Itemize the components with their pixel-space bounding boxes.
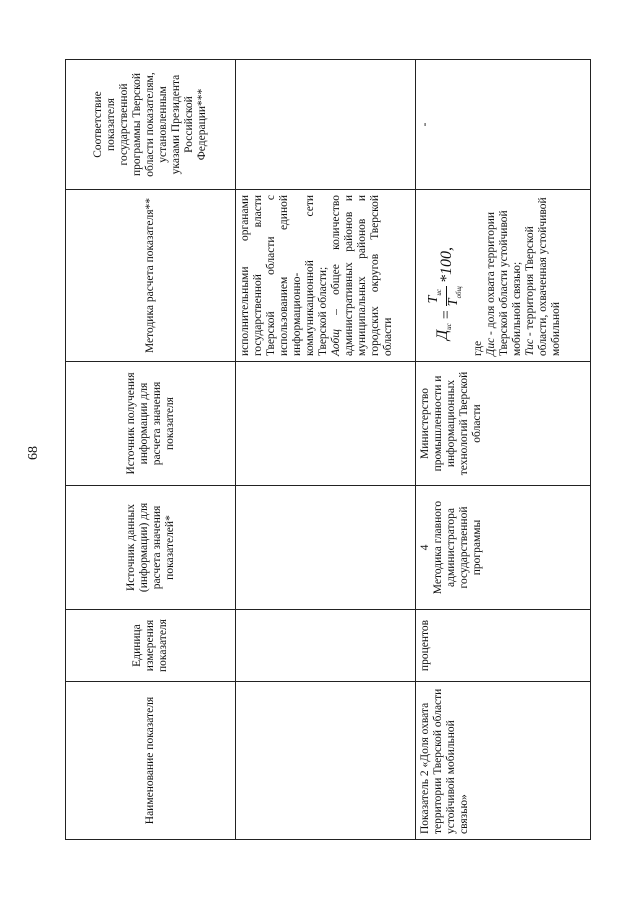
cell-indicator-name: Показатель 2 «Доля охвата территории Тверской области устойчивой мобильной связью»: [416, 682, 591, 840]
header-data-source: Источник данных (информации) для расчета значения показателей*: [66, 486, 236, 610]
header-indicator-name: Наименование показателя: [66, 682, 236, 840]
formula: [427, 195, 466, 340]
cell-unit: процентов: [416, 610, 591, 682]
header-methodology: Методика расчета показателя**: [66, 190, 236, 362]
header-unit: Единица измерения показателя: [66, 610, 236, 682]
cell-empty-info-source: [236, 362, 416, 486]
formula-equals: =: [437, 309, 455, 321]
methodology-var-aobsh: Аобщ: [330, 329, 342, 356]
cell-methodology: [416, 190, 591, 362]
cell-empty-data-source: [236, 486, 416, 610]
formula-lhs: $Д_{ис}$: [434, 323, 454, 340]
header-presidential-correspondence: Соответствие показателя государственной программы Тверской области показателям, установленным указами Президента Российской Федерации***: [66, 60, 236, 190]
formula-fraction: $Т_{ис}$ $Т_{общ}$: [426, 286, 463, 307]
cell-empty-name: [236, 682, 416, 840]
data-source-text: Методика главного администратора государственной программы: [432, 500, 483, 595]
table-row-indicator-2: [416, 60, 591, 840]
methodology-text-2: – общее количество административных районов и муниципальных районов и городских округов Тверской области: [330, 195, 394, 356]
header-info-source: Источник получения информации для расчета значения показателя: [66, 362, 236, 486]
cell-empty-correspondence: [236, 60, 416, 190]
page-number: 68: [26, 446, 41, 460]
cell-correspondence: -: [416, 60, 591, 190]
formula-def-2: Тис - территория Тверской области, охваченная устойчивой мобильной: [523, 197, 562, 356]
table-row-continuation: [236, 60, 416, 840]
methodology-text-1: исполнительными органами государственной власти Тверской области с использованием единой информационно-коммуникационной сети Тверской области;: [239, 195, 329, 356]
cell-methodology-continuation: [236, 190, 416, 362]
rotated-page-content: [65, 60, 590, 840]
cell-data-source: [416, 486, 591, 610]
formula-def-1: Дис - доля охвата территории Тверской области устойчивой мобильной связью;: [484, 210, 523, 356]
formula-tail: *100,: [437, 247, 455, 283]
cell-info-source: Министерство промышленности и информационных технологий Тверской области: [416, 362, 591, 486]
table-header-row: [66, 60, 236, 840]
indicator-table: [65, 59, 591, 840]
formula-where: где: [471, 340, 484, 356]
data-source-number: 4: [419, 544, 431, 551]
cell-empty-unit: [236, 610, 416, 682]
